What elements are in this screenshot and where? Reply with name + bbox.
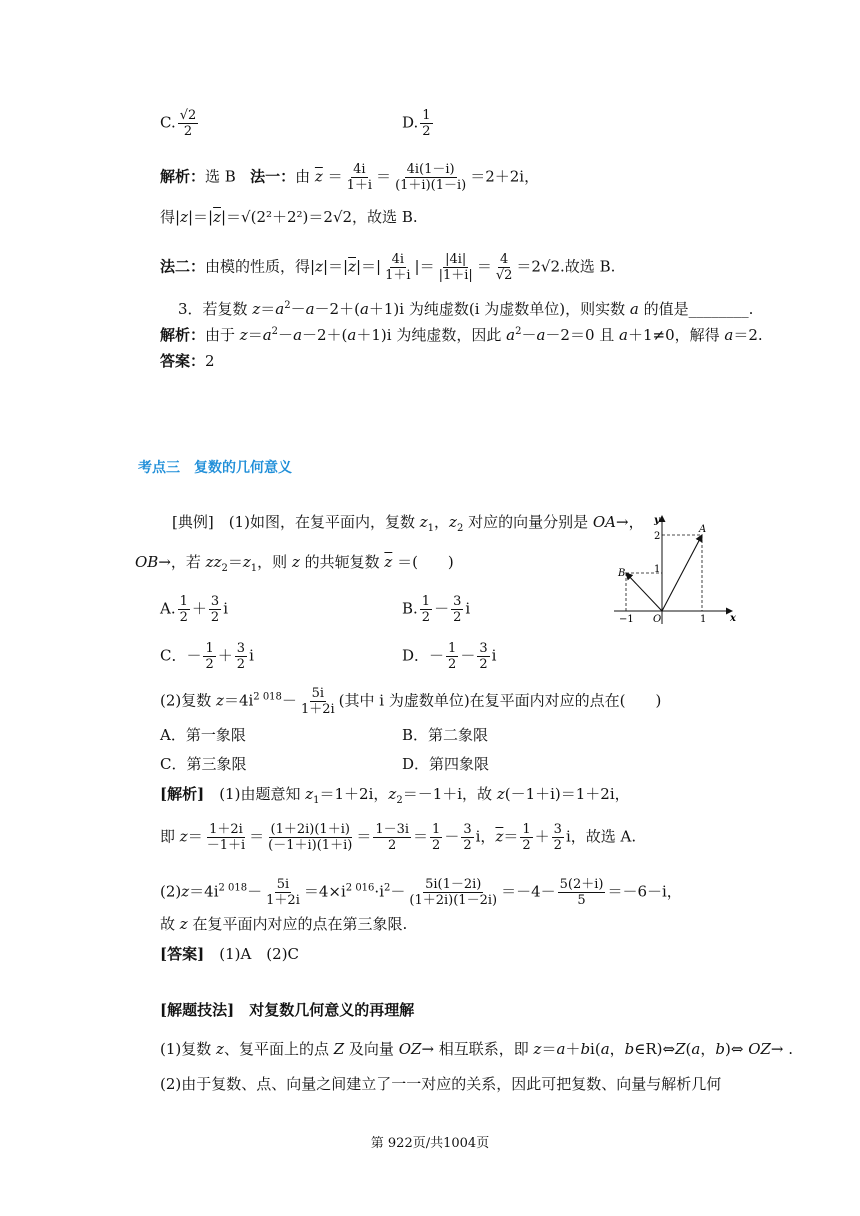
solution-line-3: 法二：由模的性质，得$|z|=|\overline{z}|=|$ $\frac{4i}{1+i}$ |＝ $\frac{|4i|}{|1+i|}$ ＝ $\frac{4}{√2}$ ＝2√2.故选 B. bbox=[160, 252, 616, 283]
page-footer: 第 922页/共1004页 bbox=[370, 1136, 490, 1151]
question-2: (2)复数 $z=4i^{2 018}-$ $\frac{5i}{1+2i}$ (其中 i 为虚数单位)在复平面内对应的点在( ) bbox=[160, 686, 662, 717]
technique-line-1: (1)复数 z、复平面上的点 Z 及向量 OZ→ 相互联系，即 z＝a＋bi(a，b∈R)⇔Z(a，b)⇔ OZ→ . bbox=[160, 1040, 794, 1058]
example-option-a: A. $\frac{1}{2}$ ＋ $\frac{3}{2}$ i bbox=[160, 594, 228, 625]
point-b-label: B bbox=[618, 568, 626, 579]
q2-option-a: A．第一象限 bbox=[160, 726, 246, 744]
tick-1y: 1 bbox=[654, 564, 661, 575]
complex-plane-figure bbox=[610, 508, 740, 630]
tick-neg1: −1 bbox=[619, 614, 634, 625]
option-c-top: C. $\frac{√2}{2}$ bbox=[160, 108, 197, 139]
analysis-line-3: $(2)z=4i^{2 018}-$ $\frac{5i}{1+2i}$ $=4\times i^{2 016}\cdot i^2-$ $\frac{5i(1-2i)}{(1+2i)(1-2i)}$ ＝－4－ $\frac{5(2+i)}{5}$ ＝－6－i， bbox=[160, 877, 682, 908]
question-3: 3．若复数 $z=a^2-a-2+(a+1)i$ 为纯虚数(i 为虚数单位)，则实数 a 的值是________. bbox=[178, 300, 754, 318]
q2-option-b: B．第二象限 bbox=[402, 726, 489, 744]
analysis-line-1: [解析] (1)由题意知 $z_1=1+2i$，$z_2=-1+i$，故 z(－1＋i)＝1＋2i， bbox=[160, 785, 630, 806]
vector-ob bbox=[626, 573, 662, 611]
example-option-b: B. $\frac{1}{2}$ － $\frac{3}{2}$ i bbox=[402, 594, 471, 625]
question-3-solution: 解析：由于 $z=a^2-a-2+(a+1)i$ 为纯虚数，因此 $a^2-a-2=0$ 且 a＋1≠0，解得 a＝2. bbox=[160, 326, 763, 344]
solution-label: 解析： bbox=[160, 167, 206, 186]
answer-line: [答案] (1)A (2)C bbox=[160, 945, 300, 963]
solution-line-1: 解析：选 B 法一：由 $\overline{z}$ ＝ $\frac{4i}{1+i}$ ＝ $\frac{4i(1-i)}{(1+i)(1-i)}$ ＝2＋2i， bbox=[160, 162, 540, 193]
example-line-2: OB→，若 $zz_2=z_1$，则 z 的共轭复数 $\overline{z}$ ＝( ) bbox=[135, 553, 454, 574]
section-heading: 考点三 复数的几何意义 bbox=[138, 460, 292, 476]
tick-1x: 1 bbox=[700, 614, 707, 625]
technique-line-2: (2)由于复数、点、向量之间建立了一一对应的关系，因此可把复数、向量与解析几何 bbox=[160, 1075, 722, 1093]
question-3-answer: 答案：2 bbox=[160, 352, 215, 370]
analysis-line-4: 故 z 在复平面内对应的点在第三象限. bbox=[160, 915, 408, 933]
vector-oa bbox=[662, 535, 702, 611]
technique-heading: [解题技法] 对复数几何意义的再理解 bbox=[160, 1001, 415, 1019]
q2-option-d: D．第四象限 bbox=[402, 755, 490, 773]
analysis-line-2: 即 z＝ $\frac{1+2i}{-1+i}$ ＝ $\frac{(1+2i)(1+i)}{(-1+i)(1+i)}$ ＝ $\frac{1-3i}{2}$ ＝ $\frac{1}{2}$ － $\frac{3}{2}$ i，$\overline{z}=$ $\frac{1}{2}$ ＋ $\frac{3}{2}$ i，故选 A. bbox=[160, 822, 637, 853]
example-option-c: C．－ $\frac{1}{2}$ ＋ $\frac{3}{2}$ i bbox=[160, 641, 254, 672]
solution-line-2: 得$|z|=|\overline{z}|=√(2^2+2^2)=2√2$，故选 B. bbox=[160, 208, 418, 226]
tick-2: 2 bbox=[654, 531, 661, 542]
example-line-1: [典例] (1)如图，在复平面内，复数 $z_1$，$z_2$ 对应的向量分别是 OA→， bbox=[172, 513, 644, 534]
origin-label: O bbox=[653, 614, 662, 625]
y-label: y bbox=[654, 515, 660, 526]
example-option-d: D．－ $\frac{1}{2}$ － $\frac{3}{2}$ i bbox=[402, 641, 497, 672]
q2-option-c: C．第三象限 bbox=[160, 755, 247, 773]
point-a-label: A bbox=[699, 524, 707, 535]
option-d-top: D. $\frac{1}{2}$ bbox=[402, 108, 431, 139]
x-label: x bbox=[730, 613, 736, 624]
